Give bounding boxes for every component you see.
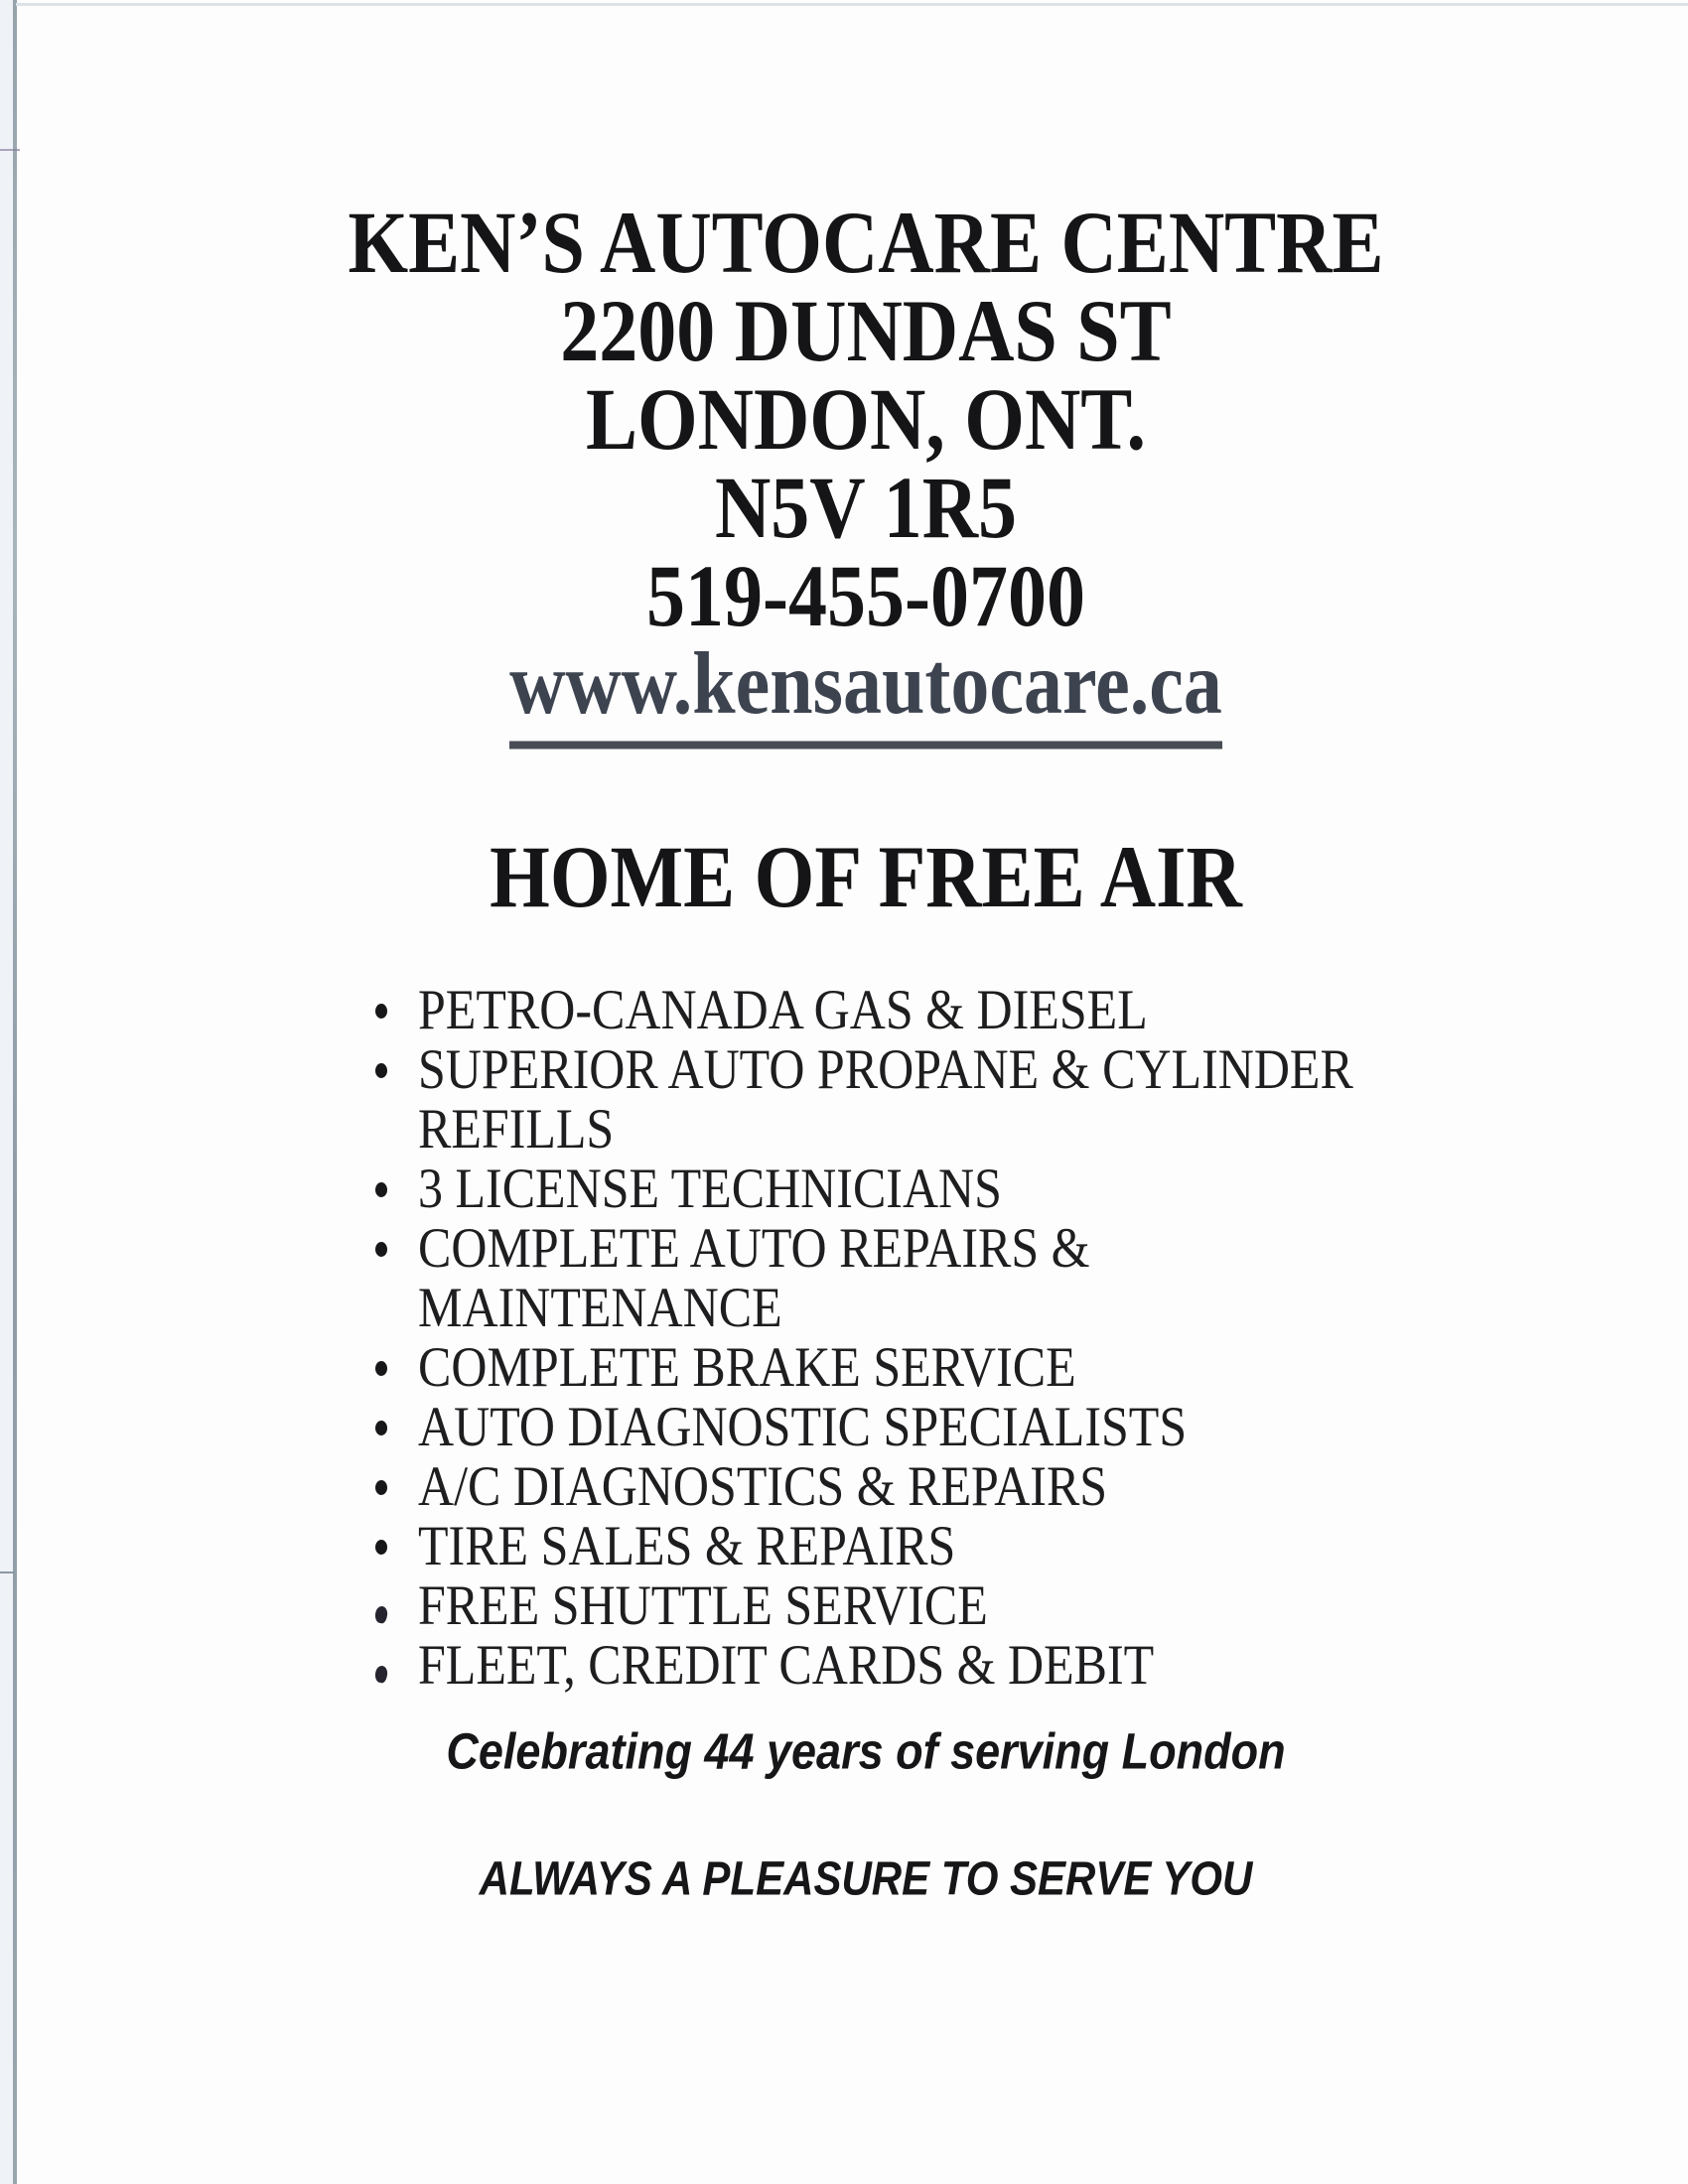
service-line: COMPLETE AUTO REPAIRS & xyxy=(418,1215,1090,1280)
scan-edge-line xyxy=(13,0,17,2184)
service-line: 3 LICENSE TECHNICIANS xyxy=(418,1156,1002,1220)
business-name: KEN’S AUTOCARE CENTRE xyxy=(348,193,1384,292)
bullet-icon xyxy=(375,1182,387,1197)
service-item xyxy=(418,1215,1414,1339)
scan-artifact-tick xyxy=(0,1571,15,1573)
service-line: AUTO DIAGNOSTIC SPECIALISTS xyxy=(418,1394,1188,1458)
service-item xyxy=(418,1334,1414,1399)
service-line: FLEET, CREDIT CARDS & DEBIT xyxy=(418,1632,1155,1697)
bullet-icon xyxy=(373,1605,388,1624)
address-postal: N5V 1R5 xyxy=(714,458,1018,557)
bullet-icon xyxy=(375,1004,387,1019)
bullet-icon xyxy=(375,1361,387,1376)
tagline: Celebrating 44 years of serving London xyxy=(446,1721,1286,1781)
service-item xyxy=(418,1572,1414,1637)
scan-artifact-tick xyxy=(0,149,20,151)
bullet-icon xyxy=(375,1540,387,1555)
bullet-icon xyxy=(375,1242,387,1257)
service-line: REFILLS xyxy=(418,1096,615,1160)
address-city: LONDON, ONT. xyxy=(585,369,1147,469)
masthead xyxy=(318,0,1414,743)
bullet-icon xyxy=(375,1421,387,1435)
website-url: www.kensautocare.ca xyxy=(318,640,1414,743)
service-item xyxy=(418,1453,1414,1518)
bullet-icon xyxy=(375,1480,387,1495)
headline: HOME OF FREE AIR xyxy=(490,827,1242,926)
service-item xyxy=(418,1513,1414,1577)
service-line: A/C DIAGNOSTICS & REPAIRS xyxy=(418,1453,1108,1518)
service-item xyxy=(418,1156,1414,1220)
service-item xyxy=(418,1632,1414,1697)
scan-edge-strip xyxy=(0,0,13,2184)
phone-number: 519-455-0700 xyxy=(646,546,1085,645)
closing-line: ALWAYS A PLEASURE TO SERVE YOU xyxy=(479,1851,1253,1905)
bullet-icon xyxy=(373,1665,388,1684)
service-line: FREE SHUTTLE SERVICE xyxy=(418,1572,988,1637)
service-line: MAINTENANCE xyxy=(418,1275,782,1339)
service-item xyxy=(418,977,1414,1041)
service-line: TIRE SALES & REPAIRS xyxy=(418,1513,956,1577)
service-item xyxy=(418,1036,1414,1160)
bullet-icon xyxy=(375,1063,387,1078)
service-line: PETRO-CANADA GAS & DIESEL xyxy=(418,977,1148,1041)
flyer-content xyxy=(318,0,1414,1907)
service-line: COMPLETE BRAKE SERVICE xyxy=(418,1334,1076,1399)
service-line: SUPERIOR AUTO PROPANE & CYLINDER xyxy=(418,1036,1353,1101)
service-item xyxy=(418,1394,1414,1458)
address-street: 2200 DUNDAS ST xyxy=(560,281,1172,380)
services-list xyxy=(318,977,1414,1697)
